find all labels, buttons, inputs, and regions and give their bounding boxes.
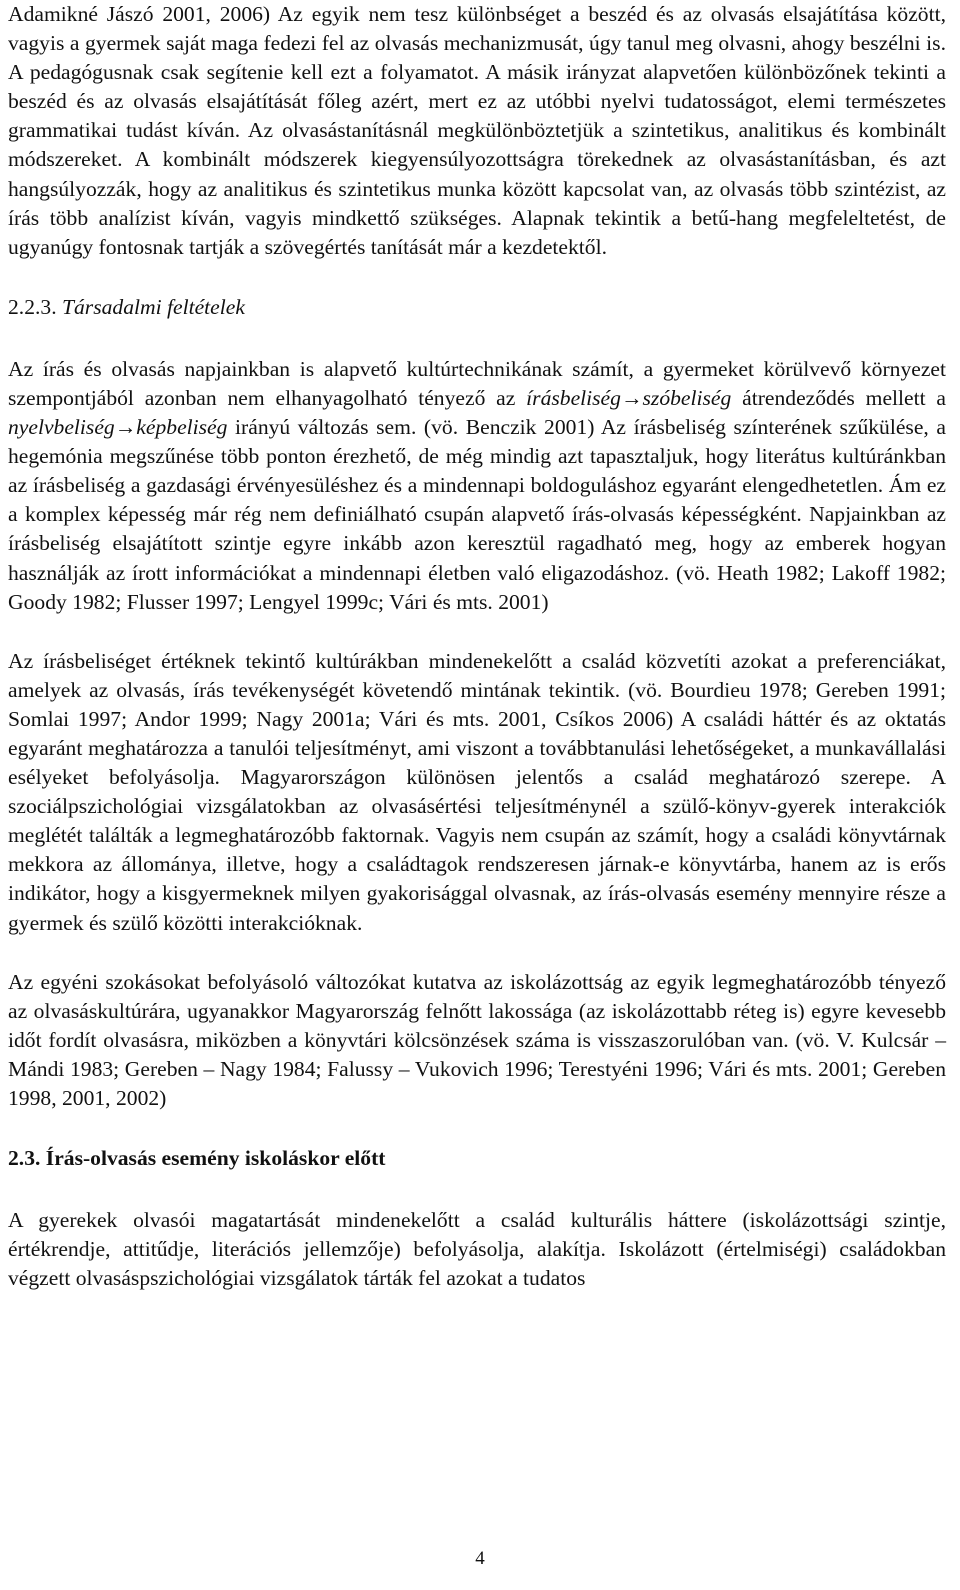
- paragraph-text: Az írás és olvasás napjainkban is alapvető kultúrtechnikának számít, a gyermeket körülvevő környezet szempontjából azonban nem elhanyagolható tényező az: [8, 356, 946, 410]
- paragraph-education-factor: Az egyéni szokásokat befolyásoló változókat kutatva az iskolázottság az egyik legmeghatározóbb tényező az olvasáskultúrára, ugyanakkor Magyarország felnőtt lakossága (az iskolázottabb réteg is) egyre kevesebb időt fordít olvasásra, miközben a könyvtári kölcsönzések száma is visszaszorulóban van. (vö. V. Kulcsár – Mándi 1983; Gereben – Nagy 1984; Falussy – Vukovich 1996; Terestyéni 1996; Vári és mts. 2001; Gereben 1998, 2001, 2002): [8, 969, 946, 1110]
- paragraph-reading-methods: Adamikné Jászó 2001, 2006) Az egyik nem tesz különbséget a beszéd és az olvasás elsajátítása között, vagyis a gyermek saját maga fedezi fel az olvasás mechanizmusát, úgy tanul meg olvasni, ahogy beszélni is. A pedagógusnak csak segítenie kell ezt a folyamatot. A másik irányzat alapvetően különbözőnek tekinti a beszéd és az olvasás elsajátítását főleg azért, mert ez az utóbbi nyelvi tudatosságot, elemi természetes grammatikai tudást kíván. Az olvasástanításnál megkülönböztetjük a szintetikus, analitikus és kombinált módszereket. A kombinált módszerek kiegyensúlyozottságra törekednek az olvasástanításban, és azt hangsúlyozzák, hogy az analitikus és szintetikus munka között kapcsolat van, az olvasás több szintézist, az írás több analízist kíván, vagyis mindkettő szükséges. Alapnak tekintik a betű-hang megfeleltetést, de ugyanúgy fontosnak tartják a szövegértés tanítását már a kezdetektől.: [8, 2, 946, 259]
- subheading-title: Társadalmi feltételek: [62, 294, 245, 319]
- subheading-social-conditions: [8, 293, 946, 322]
- subheading-number: 2.2.3.: [8, 294, 57, 319]
- italic-term: nyelvbeliség→képbeliség: [8, 415, 228, 440]
- paragraph-family-role: Az írásbeliséget értéknek tekintő kultúrákban mindenekelőtt a család közvetíti azokat a preferenciákat, amelyek az olvasás, írás tevékenységét követendő mintának tekintik. (vö. Bourdieu 1978; Gereben 1991; Somlai 1997; Andor 1999; Nagy 2001a; Vári és mts. 2001, Csíkos 2006) A családi háttér és az oktatás egyaránt meghatározza a tanulói teljesítményt, ami viszont a továbbtanulási lehetőségeket, a munkavállalási esélyeket befolyásolja. Magyarországon különösen jelentős a család meghatározó szerepe. A szociálpszichológiai vizsgálatokban az olvasásértési teljesítménynél a szülő-könyv-gyerek interakciók meglétét találták a legmeghatározóbb faktornak. Vagyis nem csupán az számít, hogy a családi könyvtárnak mekkora az állománya, illetve, hogy a családtagok rendszeresen járnak-e könyvtárba, hanem az is erős indikátor, hogy a kisgyermeknek milyen gyakorisággal olvasnak, az írás-olvasás esemény mennyire része a gyermek és szülő közötti interakcióknak.: [8, 648, 946, 935]
- page-number: 4: [475, 1548, 485, 1569]
- paragraph-preschool: A gyerekek olvasói magatartását mindenekelőtt a család kulturális háttere (iskolázottsági szintje, értékrendje, attitűdje, literációs jellemzője) befolyásolja, alakítja. Iskolázott (értelmiségi) családokban végzett olvasáspszichológiai vizsgálatok tárták fel azokat a tudatos: [8, 1208, 946, 1291]
- section-heading: 2.3. Írás-olvasás esemény iskoláskor előtt: [8, 1146, 386, 1171]
- italic-term: írásbeliség→szóbeliség: [526, 385, 732, 410]
- paragraph-text: irányú változás sem. (vö. Benczik 2001) Az írásbeliség színterének szűkülése, a hegemónia megszűnése több ponton érezhető, de még mindig azt tapasztaljuk, hogy literátus kultúránkban az írásbeliség a gazdasági érvényesüléshez és a mindennapi boldoguláshoz egyaránt elengedhetetlen. Ám ez a komplex képesség már rég nem definiálható csupán alapvető írás-olvasás képességként. Napjainkban az írásbeliség elsajátított szintje egyre inkább azon keresztül ragadható meg, hogy az emberek hogyan használják az írott információkat a mindennapi életben való eligazodáshoz. (vö. Heath 1982; Lakoff 1982; Goody 1982; Flusser 1997; Lengyel 1999c; Vári és mts. 2001): [8, 415, 946, 614]
- paragraph-text: átrendeződés mellett a: [731, 385, 947, 410]
- paragraph-literacy-today: [8, 355, 946, 617]
- document-page: [8, 0, 946, 1293]
